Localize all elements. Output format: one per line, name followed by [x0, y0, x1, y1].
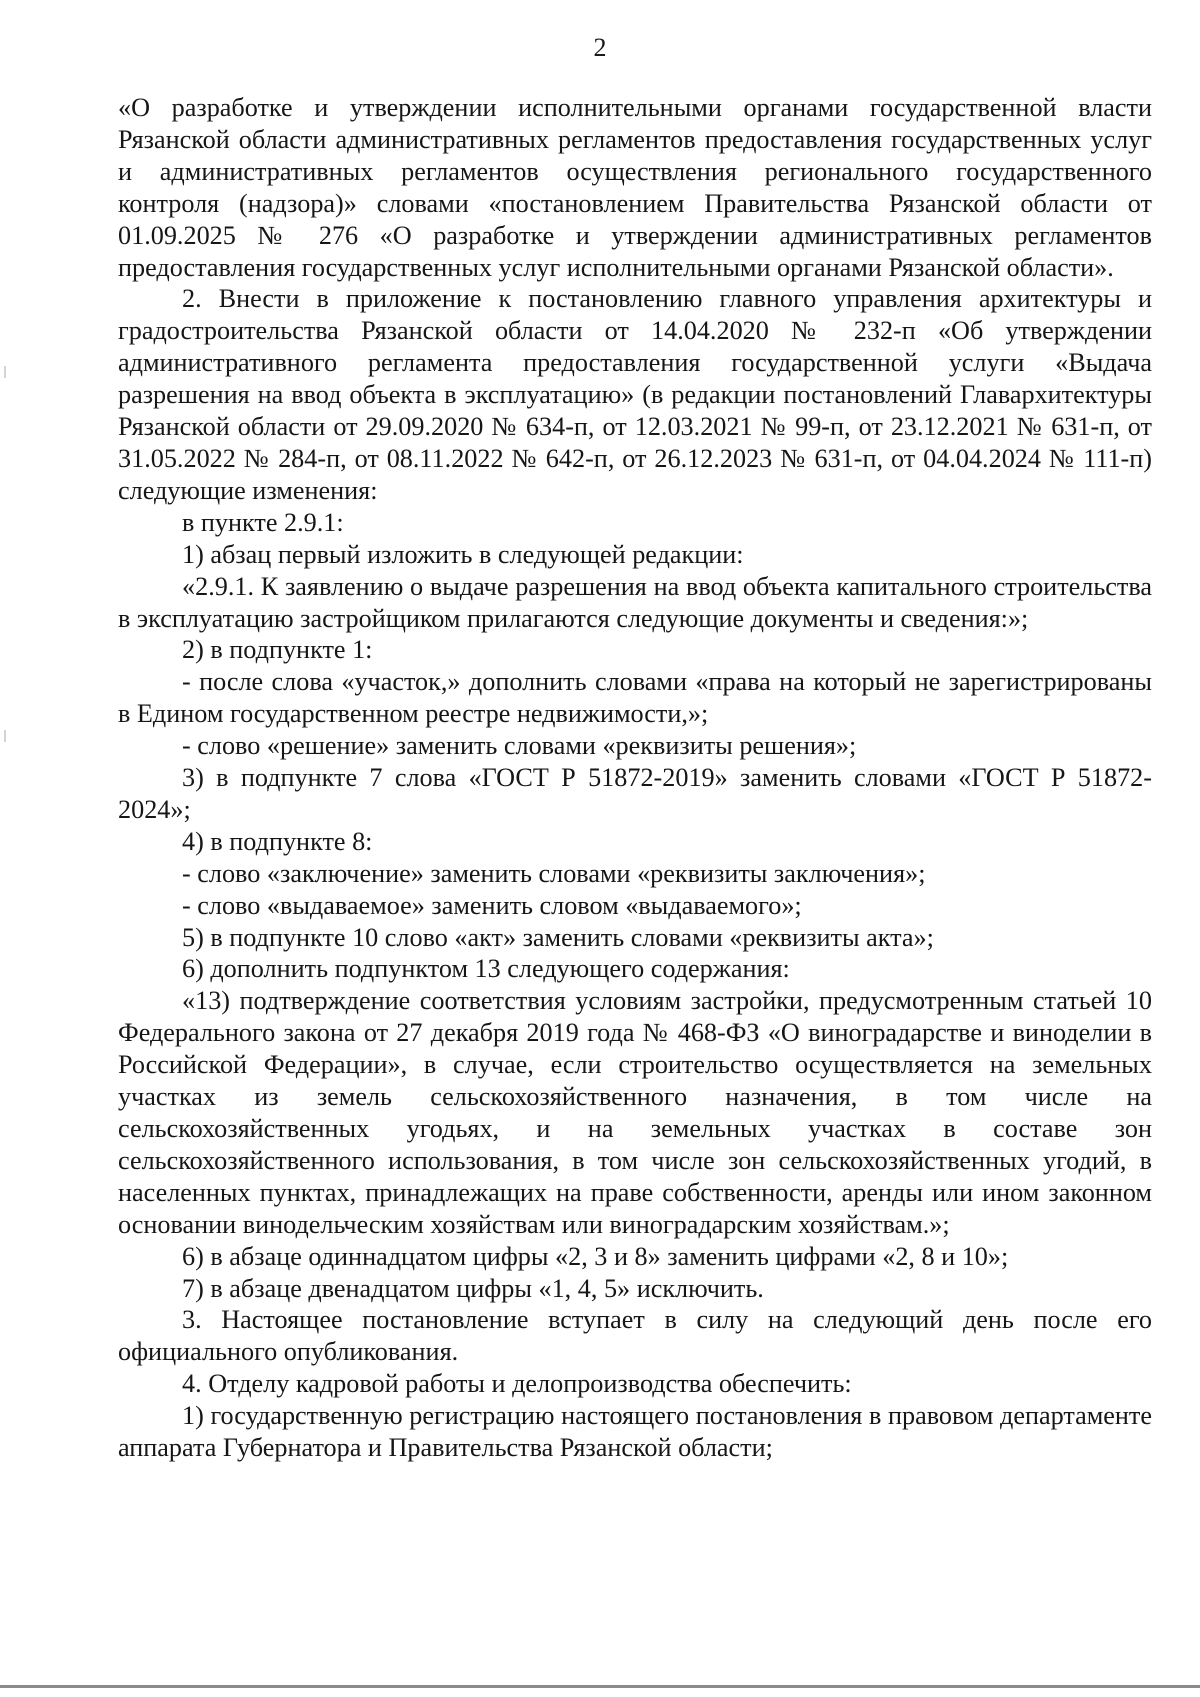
paragraph-item-4-subitem-1: 1) государственную регистрацию настоящего постановления в правовом департаменте аппарата Губернатора и Правительства Рязанской области;	[118, 1401, 1152, 1463]
paragraph-subitem-6-digits: 6) в абзаце одиннадцатом цифры «2, 3 и 8» заменить цифрами «2, 8 и 10»;	[182, 1241, 1009, 1271]
paragraph-quoted-item-13: «13) подтверждение соответствия условиям застройки, предусмотренным статьей 10 Федерального закона от 27 декабря 2019 года № 468-ФЗ «О виноградарстве и виноделии в Российской Федерации», в случае, если строительство осуществляется на земельных участках из земель сельскохозяйственного назначения, в том числе на сельскохозяйственных угодьях, и на земельных участках в составе зон сельскохозяйственного использования, в том числе зон сельскохозяйственных угодий, в населенных пунктах, принадлежащих на праве собственности, аренды или ином законном основании винодельческим хозяйствам или виноградарским хозяйствам.»;	[118, 986, 1152, 1239]
paragraph-dash-participle: - после слова «участок,» дополнить словами «права на который не зарегистрированы в Едином государственном реестре недвижимости,»;	[118, 667, 1152, 729]
paragraph-subitem-7: 7) в абзаце двенадцатом цифры «1, 4, 5» исключить.	[182, 1273, 764, 1303]
paragraph-quoted-2-9-1: «2.9.1. К заявлению о выдаче разрешения на ввод объекта капитального строительства в эксплуатацию застройщиком прилагаются следующие документы и сведения:»;	[118, 571, 1152, 633]
paragraph-subitem-1: 1) абзац первый изложить в следующей редакции:	[182, 539, 744, 569]
paragraph-subitem-3: 3) в подпункте 7 слова «ГОСТ Р 51872-2019» заменить словами «ГОСТ Р 51872-2024»;	[118, 763, 1152, 824]
paragraph-dash-issued: - слово «выдаваемое» заменить словом «выдаваемого»;	[182, 890, 802, 920]
paragraph-clause-2-9-1: в пункте 2.9.1:	[182, 507, 344, 537]
paragraph-item-2: 2. Внести в приложение к постановлению главного управления архитектуры и градостроительства Рязанской области от 14.04.2020 № 232-п «Об утверждении административного регламента предоставления государственной услуги «Выдача разрешения на ввод объекта в эксплуатацию» (в редакции постановлений Главархитектуры Рязанской области от 29.09.2020 № 634-п, от 12.03.2021 № 99-п, от 23.12.2021 № 631-п, от 31.05.2022 № 284-п, от 08.11.2022 № 642-п, от 26.12.2023 № 631-п, от 04.04.2024 № 111-п) следующие изменения:	[118, 284, 1152, 505]
scan-artifact-mark	[4, 730, 6, 742]
paragraph-subitem-6: 6) дополнить подпунктом 13 следующего содержания:	[182, 954, 790, 984]
scan-bottom-edge	[0, 1685, 1200, 1688]
page-number: 2	[593, 33, 607, 62]
paragraph-subitem-2: 2) в подпункте 1:	[182, 635, 373, 665]
paragraph-dash-conclusion: - слово «заключение» заменить словами «реквизиты заключения»;	[182, 858, 926, 888]
scan-artifact-mark	[4, 366, 6, 378]
paragraph-1-continuation: «О разработке и утверждении исполнительными органами государственной власти Рязанской области административных регламентов предоставления государственных услуг и административных регламентов осуществления регионального государственного контроля (надзора)» словами «постановлением Правительства Рязанской области от 01.09.2025 № 276 «О разработке и утверждении административных регламентов предоставления государственных услуг исполнительными органами Рязанской области».	[118, 93, 1152, 282]
paragraph-item-3: 3. Настоящее постановление вступает в силу на следующий день после его официального опубликования.	[118, 1305, 1152, 1367]
paragraph-item-4: 4. Отделу кадровой работы и делопроизводства обеспечить:	[182, 1369, 852, 1399]
paragraph-dash-decision: - слово «решение» заменить словами «реквизиты решения»;	[182, 731, 857, 761]
paragraph-subitem-5: 5) в подпункте 10 слово «акт» заменить словами «реквизиты акта»;	[182, 922, 934, 952]
paragraph-subitem-4: 4) в подпункте 8:	[182, 826, 373, 856]
document-body	[118, 92, 1152, 1464]
